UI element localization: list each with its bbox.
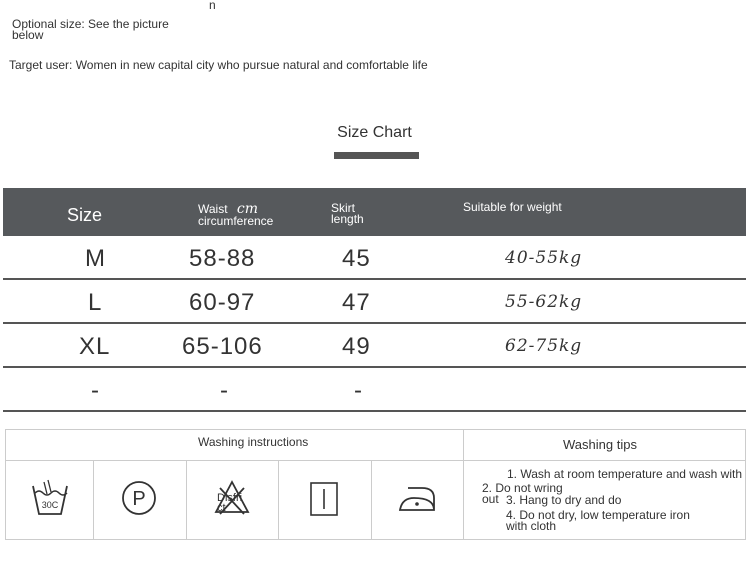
no-bleach-label: Disfri ct (217, 492, 243, 514)
size-table (3, 188, 746, 412)
header-unit: cm (236, 201, 259, 217)
table-row (3, 236, 746, 280)
row-weight: 40-55kg (505, 248, 583, 268)
wash-icon-cell (93, 461, 187, 539)
washing-tip: 3. Hang to dry and do (506, 493, 622, 507)
washing-tips-label: Washing tips (563, 437, 637, 452)
top-fragment: n (209, 0, 216, 12)
wash-icon-cell (6, 461, 94, 539)
row-skirt: 47 (342, 289, 371, 316)
row-size: L (88, 289, 103, 316)
dry-clean-letter: P (132, 488, 146, 510)
washing-split (463, 430, 464, 539)
header-waist-sub: circumference (198, 214, 274, 228)
header-waist-label: Waist (198, 202, 228, 216)
table-row (3, 280, 746, 324)
header-skirt-label: Skirt (331, 201, 355, 215)
washing-instructions-label: Washing instructions (198, 435, 309, 449)
table-header (3, 188, 746, 236)
row-waist: 65-106 (182, 333, 263, 360)
header-skirt (331, 203, 364, 225)
row-size: - (91, 377, 100, 404)
row-weight: 62-75kg (505, 336, 583, 356)
header-waist (198, 201, 274, 228)
wash-icon-cell (371, 461, 463, 539)
header-skirt-sub: length (331, 212, 364, 226)
size-chart-title: Size Chart (337, 124, 412, 141)
row-waist: 60-97 (189, 289, 256, 316)
header-weight: Suitable for weight (463, 200, 562, 214)
row-waist: 58-88 (189, 245, 256, 272)
washing-box (5, 429, 746, 540)
row-weight: 55-62kg (505, 292, 583, 312)
row-waist: - (220, 377, 229, 404)
wash-temp-label: 30C (41, 500, 59, 510)
wash-icon-cell (186, 461, 279, 539)
washing-tip: 1. Wash at room temperature and wash with (507, 467, 742, 481)
table-row (3, 368, 746, 412)
dry-clean-p-icon (119, 478, 159, 518)
iron-low-icon (394, 478, 440, 518)
wash-30c-icon (30, 478, 70, 518)
wash-icon-cell (278, 461, 372, 539)
washing-tip: 2. Do not wring out (482, 481, 563, 506)
table-row (3, 324, 746, 368)
target-user-text: Target user: Women in new capital city who pursue natural and comfortable life (9, 58, 428, 72)
row-size: M (85, 245, 106, 272)
line-dry-icon (304, 479, 344, 519)
row-skirt: - (354, 377, 363, 404)
optional-size-text: Optional size: See the picture below (12, 17, 169, 42)
title-underline (334, 152, 419, 159)
header-size: Size (67, 205, 103, 225)
washing-tip: 4. Do not dry, low temperature iron with cloth (506, 508, 690, 533)
row-skirt: 45 (342, 245, 371, 272)
row-size: XL (79, 333, 111, 360)
row-skirt: 49 (342, 333, 371, 360)
